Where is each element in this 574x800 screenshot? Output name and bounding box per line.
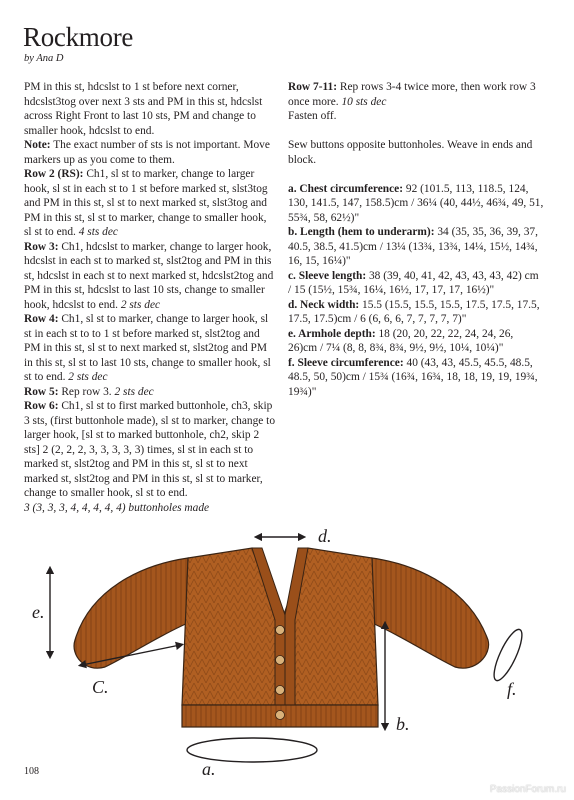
pattern-title: Rockmore	[23, 22, 134, 52]
measurement-d: d. Neck width: 15.5 (15.5, 15.5, 15.5, 17.5, 17.5, 17.5, 17.5, 17.5)cm / 6 (6, 6, 6, 7, 7, 7, 7, 7)"	[288, 298, 540, 325]
finishing: Sew buttons opposite buttonholes. Weave in ends and block.	[288, 139, 533, 166]
row-3: Row 3: Ch1, hdcslst to marker, change to larger hook, hdcslst in each st to marked st, slst2tog and PM in this st, hdcslst in each st to next marked st, hdcslst2tog and PM in this st, hdcslst to last 10 sts, change to smaller hook, hdcslst to end. 2 sts dec	[24, 240, 274, 311]
measurement-b: b. Length (hem to underarm): 34 (35, 35, 36, 39, 37, 40.5, 38.5, 41.5)cm / 13¼ (13¾, 13¾, 14¼, 15½, 14¾, 16, 15, 16¼)"	[288, 226, 538, 267]
page-number: 108	[24, 766, 39, 777]
pattern-byline: by Ana D	[24, 53, 64, 64]
button	[276, 686, 285, 695]
label-d: d.	[318, 526, 332, 546]
sleeve-circumference-loop	[489, 626, 527, 684]
watermark: PassionForum.ru	[489, 784, 566, 795]
measurement-e: e. Armhole depth: 18 (20, 20, 22, 22, 24, 24, 26, 26)cm / 7¼ (8, 8, 8¾, 8¾, 9½, 9½, 10¼, 10¼)"	[288, 327, 514, 354]
note: Note: The exact number of sts is not important. Move markers up as you come to them.	[24, 139, 270, 166]
button	[276, 626, 285, 635]
label-b: b.	[396, 714, 410, 734]
button	[276, 711, 285, 720]
measurement-c: c. Sleeve length: 38 (39, 40, 41, 42, 43, 43, 43, 42) cm / 15 (15½, 15¾, 16¼, 16½, 17, 17, 17, 16½)"	[288, 269, 539, 296]
row-2: Row 2 (RS): Ch1, sl st to marker, change to larger hook, sl st in each st to 1 st before marked st, slst3tog and PM in this st, sl st to next marked st, slst3tog and PM in this st, sl st to marker, change to smaller hook, sl st to end. 4 sts dec	[24, 168, 268, 238]
button	[276, 656, 285, 665]
measurement-f: f. Sleeve circumference: 40 (43, 43, 45.5, 45.5, 48.5, 48.5, 50, 50)cm / 15¾ (16¾, 16¾, 18, 18, 19, 19, 19¾, 19¾)"	[288, 356, 538, 398]
row-7-11: Row 7-11: Rep rows 3-4 twice more, then work row 3 once more. 10 sts dec	[288, 81, 536, 108]
row-4: Row 4: Ch1, sl st to marker, change to larger hook, sl st in each st to to 1 st before marked st, slst2tog and PM in this st, sl st to next marked st, slst2tog and PM in this st, sl st to last 10 sts, change to smaller hook, sl st to end. 2 sts dec	[24, 313, 271, 383]
paragraph: PM in this st, hdcslst to 1 st before next corner, hdcslst3tog over next 3 sts and PM in this st, hdcslst across Right Front to last 10 sts, PM and change to smaller hook, hdcslst to end.	[24, 81, 263, 137]
left-column	[24, 80, 276, 515]
label-f: f.	[507, 679, 517, 699]
fasten-off: Fasten off.	[288, 110, 337, 122]
measurement-a: a. Chest circumference: 92 (101.5, 113, 118.5, 124, 130, 141.5, 147, 158.5)cm / 36¼ (40, 44½, 46¾, 49, 51, 55¾, 58, 62½)"	[288, 182, 544, 224]
left-sleeve	[74, 558, 188, 668]
row-5: Row 5: Rep row 3. 2 sts dec	[24, 385, 154, 398]
right-column	[288, 80, 544, 399]
row-6-count: 3 (3, 3, 3, 4, 4, 4, 4, 4) buttonholes made	[24, 501, 210, 514]
label-e: e.	[32, 602, 45, 622]
cardigan-schematic	[30, 515, 530, 780]
label-c: C.	[92, 677, 109, 697]
row-6: Row 6: Ch1, sl st to first marked buttonhole, ch3, skip 3 sts, (first buttonhole made), sl st to marker, change to larger hook, [sl st to marked buttonhole, ch2, skip 2 sts] 2 (2, 2, 2, 3, 3, 3, 3, 3) times, sl st in each st to marked st, slst2tog and PM in this st, sl st to next marked st, slst2tog and PM in this st, sl st to marker, change to smaller hook, sl st to end.	[24, 400, 276, 499]
right-sleeve	[372, 558, 489, 668]
label-a: a.	[202, 759, 216, 779]
